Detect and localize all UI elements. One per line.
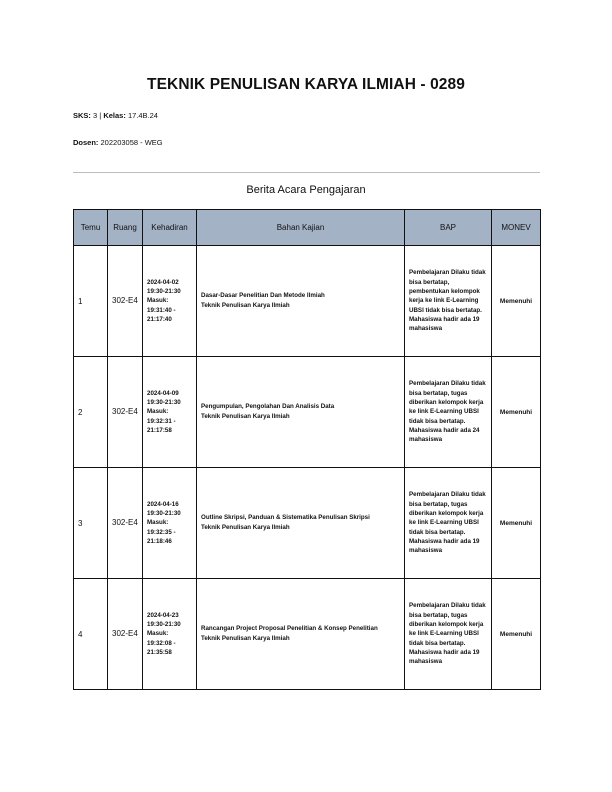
bahan-course: Teknik Penulisan Karya Ilmiah [201, 524, 290, 531]
cell-bap: Pembelajaran Dilaku tidak bisa bertatap, tugas diberikan kelompok kerja ke link E-Learning UBSI tidak bisa bertatap. Mahasiswa hadir ada 19 mahasiswa [405, 468, 492, 579]
cell-temu: 1 [74, 246, 108, 357]
cell-bap: Pembelajaran Dilaku tidak bisa bertatap, pembentukan kelompok kerja ke link E-Learning UBSI tidak bisa bertatap. Mahasiswa hadir ada 19 mahasiswa [405, 246, 492, 357]
kehadiran-start: 19:31:40 - [147, 306, 176, 314]
cell-kehadiran [143, 579, 197, 690]
cell-temu: 2 [74, 357, 108, 468]
bahan-topic: Pengumpulan, Pengolahan Dan Analisis Data [201, 403, 335, 411]
kehadiran-masuk-label: Masuk: [147, 297, 169, 305]
lecturer-meta [73, 138, 163, 147]
table-row [74, 579, 541, 690]
table-row [74, 468, 541, 579]
section-title: Berita Acara Pengajaran [246, 184, 366, 196]
bap-table [73, 209, 541, 690]
dosen-label: Dosen: [73, 138, 99, 147]
header-bap: BAP [405, 210, 492, 246]
cell-bahan-kajian [197, 357, 405, 468]
cell-bahan-kajian [197, 579, 405, 690]
kehadiran-time: 19:30-21:30 [147, 621, 181, 629]
kehadiran-date: 2024-04-09 [147, 389, 179, 397]
cell-kehadiran [143, 357, 197, 468]
kehadiran-time: 19:30-21:30 [147, 399, 181, 407]
sks-label: SKS: [73, 111, 91, 120]
kehadiran-start: 19:32:08 - [147, 639, 176, 647]
bahan-topic: Dasar-Dasar Penelitian Dan Metode Ilmiah [201, 292, 325, 300]
kehadiran-date: 2024-04-02 [147, 278, 179, 286]
cell-kehadiran [143, 246, 197, 357]
cell-temu: 3 [74, 468, 108, 579]
dosen-value: 202203058 - WEG [100, 138, 163, 147]
cell-monev: Memenuhi [492, 246, 541, 357]
header-monev: MONEV [492, 210, 541, 246]
table-header-row [74, 210, 541, 246]
header-bahan-kajian: Bahan Kajian [197, 210, 405, 246]
kehadiran-time: 19:30-21:30 [147, 288, 181, 296]
kehadiran-end: 21:17:40 [147, 315, 172, 323]
cell-bap: Pembelajaran Dilaku tidak bisa bertatap, tugas diberikan kelompok kerja ke link E-Learning UBSI tidak bisa bertatap. Mahasiswa hadir ada 19 mahasiswa [405, 579, 492, 690]
cell-ruang: 302-E4 [108, 579, 143, 690]
kehadiran-masuk-label: Masuk: [147, 408, 169, 416]
kelas-label: Kelas: [103, 111, 126, 120]
cell-temu: 4 [74, 579, 108, 690]
bahan-topic: Outline Skripsi, Panduan & Sistematika Penulisan Skripsi [201, 514, 370, 522]
cell-monev: Memenuhi [492, 579, 541, 690]
sks-value: 3 [93, 111, 98, 120]
kehadiran-end: 21:17:58 [147, 426, 172, 434]
bahan-course: Teknik Penulisan Karya Ilmiah [201, 635, 290, 642]
kehadiran-date: 2024-04-23 [147, 611, 179, 619]
kehadiran-date: 2024-04-16 [147, 500, 179, 508]
kehadiran-start: 19:32:31 - [147, 417, 176, 425]
header-temu: Temu [74, 210, 108, 246]
cell-kehadiran [143, 468, 197, 579]
page-title: TEKNIK PENULISAN KARYA ILMIAH - 0289 [147, 76, 465, 93]
divider [73, 172, 540, 173]
cell-ruang: 302-E4 [108, 246, 143, 357]
kehadiran-masuk-label: Masuk: [147, 519, 169, 527]
cell-ruang: 302-E4 [108, 468, 143, 579]
table-row [74, 357, 541, 468]
bahan-course: Teknik Penulisan Karya Ilmiah [201, 413, 290, 420]
kehadiran-time: 19:30-21:30 [147, 510, 181, 518]
kehadiran-masuk-label: Masuk: [147, 630, 169, 638]
bahan-topic: Rancangan Project Proposal Penelitian & Konsep Penelitian [201, 625, 378, 633]
cell-monev: Memenuhi [492, 357, 541, 468]
kelas-value: 17.4B.24 [127, 111, 158, 120]
course-meta [73, 111, 158, 120]
cell-bahan-kajian [197, 468, 405, 579]
kehadiran-end: 21:18:46 [147, 537, 172, 545]
header-ruang: Ruang [108, 210, 143, 246]
cell-bahan-kajian [197, 246, 405, 357]
meta-separator: | [99, 111, 102, 120]
kehadiran-end: 21:35:58 [147, 648, 172, 656]
cell-ruang: 302-E4 [108, 357, 143, 468]
cell-monev: Memenuhi [492, 468, 541, 579]
cell-bap: Pembelajaran Dilaku tidak bisa bertatap, tugas diberikan kelompok kerja ke link E-Learning UBSI tidak bisa bertatap. Mahasiswa hadir ada 24 mahasiswa [405, 357, 492, 468]
header-kehadiran: Kehadiran [143, 210, 197, 246]
kehadiran-start: 19:32:35 - [147, 528, 176, 536]
bahan-course: Teknik Penulisan Karya Ilmiah [201, 302, 290, 309]
table-row [74, 246, 541, 357]
